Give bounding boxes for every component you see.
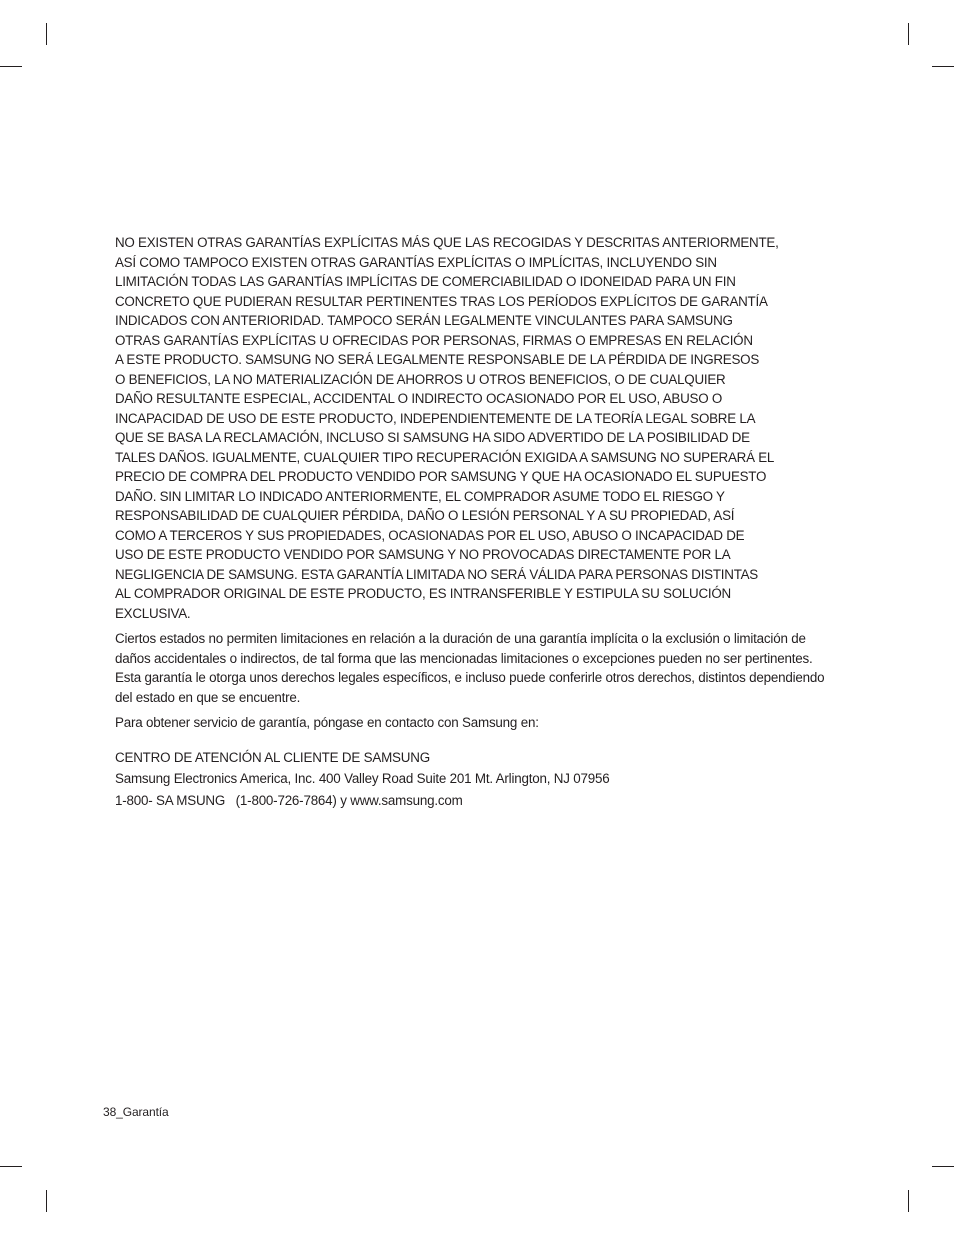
disclaimer-line: COMO A TERCEROS Y SUS PROPIEDADES, OCASIONADAS POR EL USO, ABUSO O INCAPACIDAD DE (115, 527, 745, 543)
crop-mark-bottom-right-horizontal (932, 1166, 954, 1167)
crop-mark-top-left-vertical (46, 23, 47, 45)
customer-center-name: CENTRO DE ATENCIÓN AL CLIENTE DE SAMSUNG (115, 749, 430, 765)
disclaimer-line: INCAPACIDAD DE USO DE ESTE PRODUCTO, INDEPENDIENTEMENTE DE LA TEORÍA LEGAL SOBRE LA (115, 410, 756, 426)
disclaimer-line: AL COMPRADOR ORIGINAL DE ESTE PRODUCTO, ES INTRANSFERIBLE Y ESTIPULA SU SOLUCIÓN (115, 586, 731, 601)
disclaimer-line: INDICADOS CON ANTERIORIDAD. TAMPOCO SERÁN LEGALMENTE VINCULANTES PARA SAMSUNG (115, 313, 733, 328)
crop-mark-bottom-left-vertical (46, 1190, 47, 1212)
contact-info (115, 747, 827, 812)
crop-mark-bottom-left-horizontal (0, 1166, 22, 1167)
service-intro: Para obtener servicio de garantía, póngase en contacto con Samsung en: (115, 715, 539, 730)
state-rights-paragraph: Ciertos estados no permiten limitaciones en relación a la duración de una garantía implícita o la exclusión o limitación de daños accidentales o indirectos, de tal forma que las mencionadas limitaciones o excepciones pueden no ser pertinentes. Esta garantía le otorga unos derechos legales específicos, e incluso puede conferirle otros derechos, distintos dependiendo del estado en que se encuentre. (115, 631, 825, 705)
warranty-disclaimer (115, 233, 827, 623)
disclaimer-line: CONCRETO QUE PUDIERAN RESULTAR PERTINENTES TRAS LOS PERÍODOS EXPLÍCITOS DE GARANTÍA (115, 293, 768, 309)
disclaimer-line: LIMITACIÓN TODAS LAS GARANTÍAS IMPLÍCITAS DE COMERCIABILIDAD O IDONEIDAD PARA UN FIN (115, 274, 736, 289)
company-address: Samsung Electronics America, Inc. 400 Valley Road Suite 201 Mt. Arlington, NJ 07956 (115, 771, 610, 786)
disclaimer-line: EXCLUSIVA. (115, 605, 191, 621)
disclaimer-line: NEGLIGENCIA DE SAMSUNG. ESTA GARANTÍA LIMITADA NO SERÁ VÁLIDA PARA PERSONAS DISTINTAS (115, 566, 758, 582)
disclaimer-line: QUE SE BASA LA RECLAMACIÓN, INCLUSO SI SAMSUNG HA SIDO ADVERTIDO DE LA POSIBILIDAD DE (115, 430, 750, 445)
disclaimer-line: PRECIO DE COMPRA DEL PRODUCTO VENDIDO POR SAMSUNG Y QUE HA OCASIONADO EL SUPUESTO (115, 469, 767, 484)
page-footer-label: 38_Garantía (103, 1105, 169, 1119)
crop-mark-bottom-right-vertical (908, 1190, 909, 1212)
disclaimer-line: O BENEFICIOS, LA NO MATERIALIZACIÓN DE AHORROS U OTROS BENEFICIOS, O DE CUALQUIER (115, 371, 726, 387)
disclaimer-line: DAÑO RESULTANTE ESPECIAL, ACCIDENTAL O INDIRECTO OCASIONADO POR EL USO, ABUSO O (115, 391, 723, 406)
disclaimer-line: OTRAS GARANTÍAS EXPLÍCITAS U OFRECIDAS POR PERSONAS, FIRMAS O EMPRESAS EN RELACIÓN (115, 332, 753, 348)
disclaimer-line: USO DE ESTE PRODUCTO VENDIDO POR SAMSUNG Y NO PROVOCADAS DIRECTAMENTE POR LA (115, 547, 731, 562)
phone-and-website: 1-800- SA MSUNG (1-800-726-7864) y www.samsung.com (115, 792, 463, 808)
crop-mark-top-right-vertical (908, 23, 909, 45)
disclaimer-line: NO EXISTEN OTRAS GARANTÍAS EXPLÍCITAS MÁS QUE LAS RECOGIDAS Y DESCRITAS ANTERIORMENTE, (115, 235, 779, 250)
disclaimer-line: A ESTE PRODUCTO. SAMSUNG NO SERÁ LEGALMENTE RESPONSABLE DE LA PÉRDIDA DE INGRESOS (115, 352, 759, 367)
disclaimer-line: DAÑO. SIN LIMITAR LO INDICADO ANTERIORMENTE, EL COMPRADOR ASUME TODO EL RIESGO Y (115, 488, 725, 504)
crop-mark-top-right-horizontal (932, 66, 954, 67)
disclaimer-line: ASÍ COMO TAMPOCO EXISTEN OTRAS GARANTÍAS EXPLÍCITAS O IMPLÍCITAS, INCLUYENDO SIN (115, 254, 717, 270)
disclaimer-line: TALES DAÑOS. IGUALMENTE, CUALQUIER TIPO RECUPERACIÓN EXIGIDA A SAMSUNG NO SUPERARÁ EL (115, 449, 775, 465)
disclaimer-line: RESPONSABILIDAD DE CUALQUIER PÉRDIDA, DAÑO O LESIÓN PERSONAL Y A SU PROPIEDAD, ASÍ (115, 508, 735, 523)
crop-mark-top-left-horizontal (0, 66, 22, 67)
warranty-content (115, 233, 827, 811)
